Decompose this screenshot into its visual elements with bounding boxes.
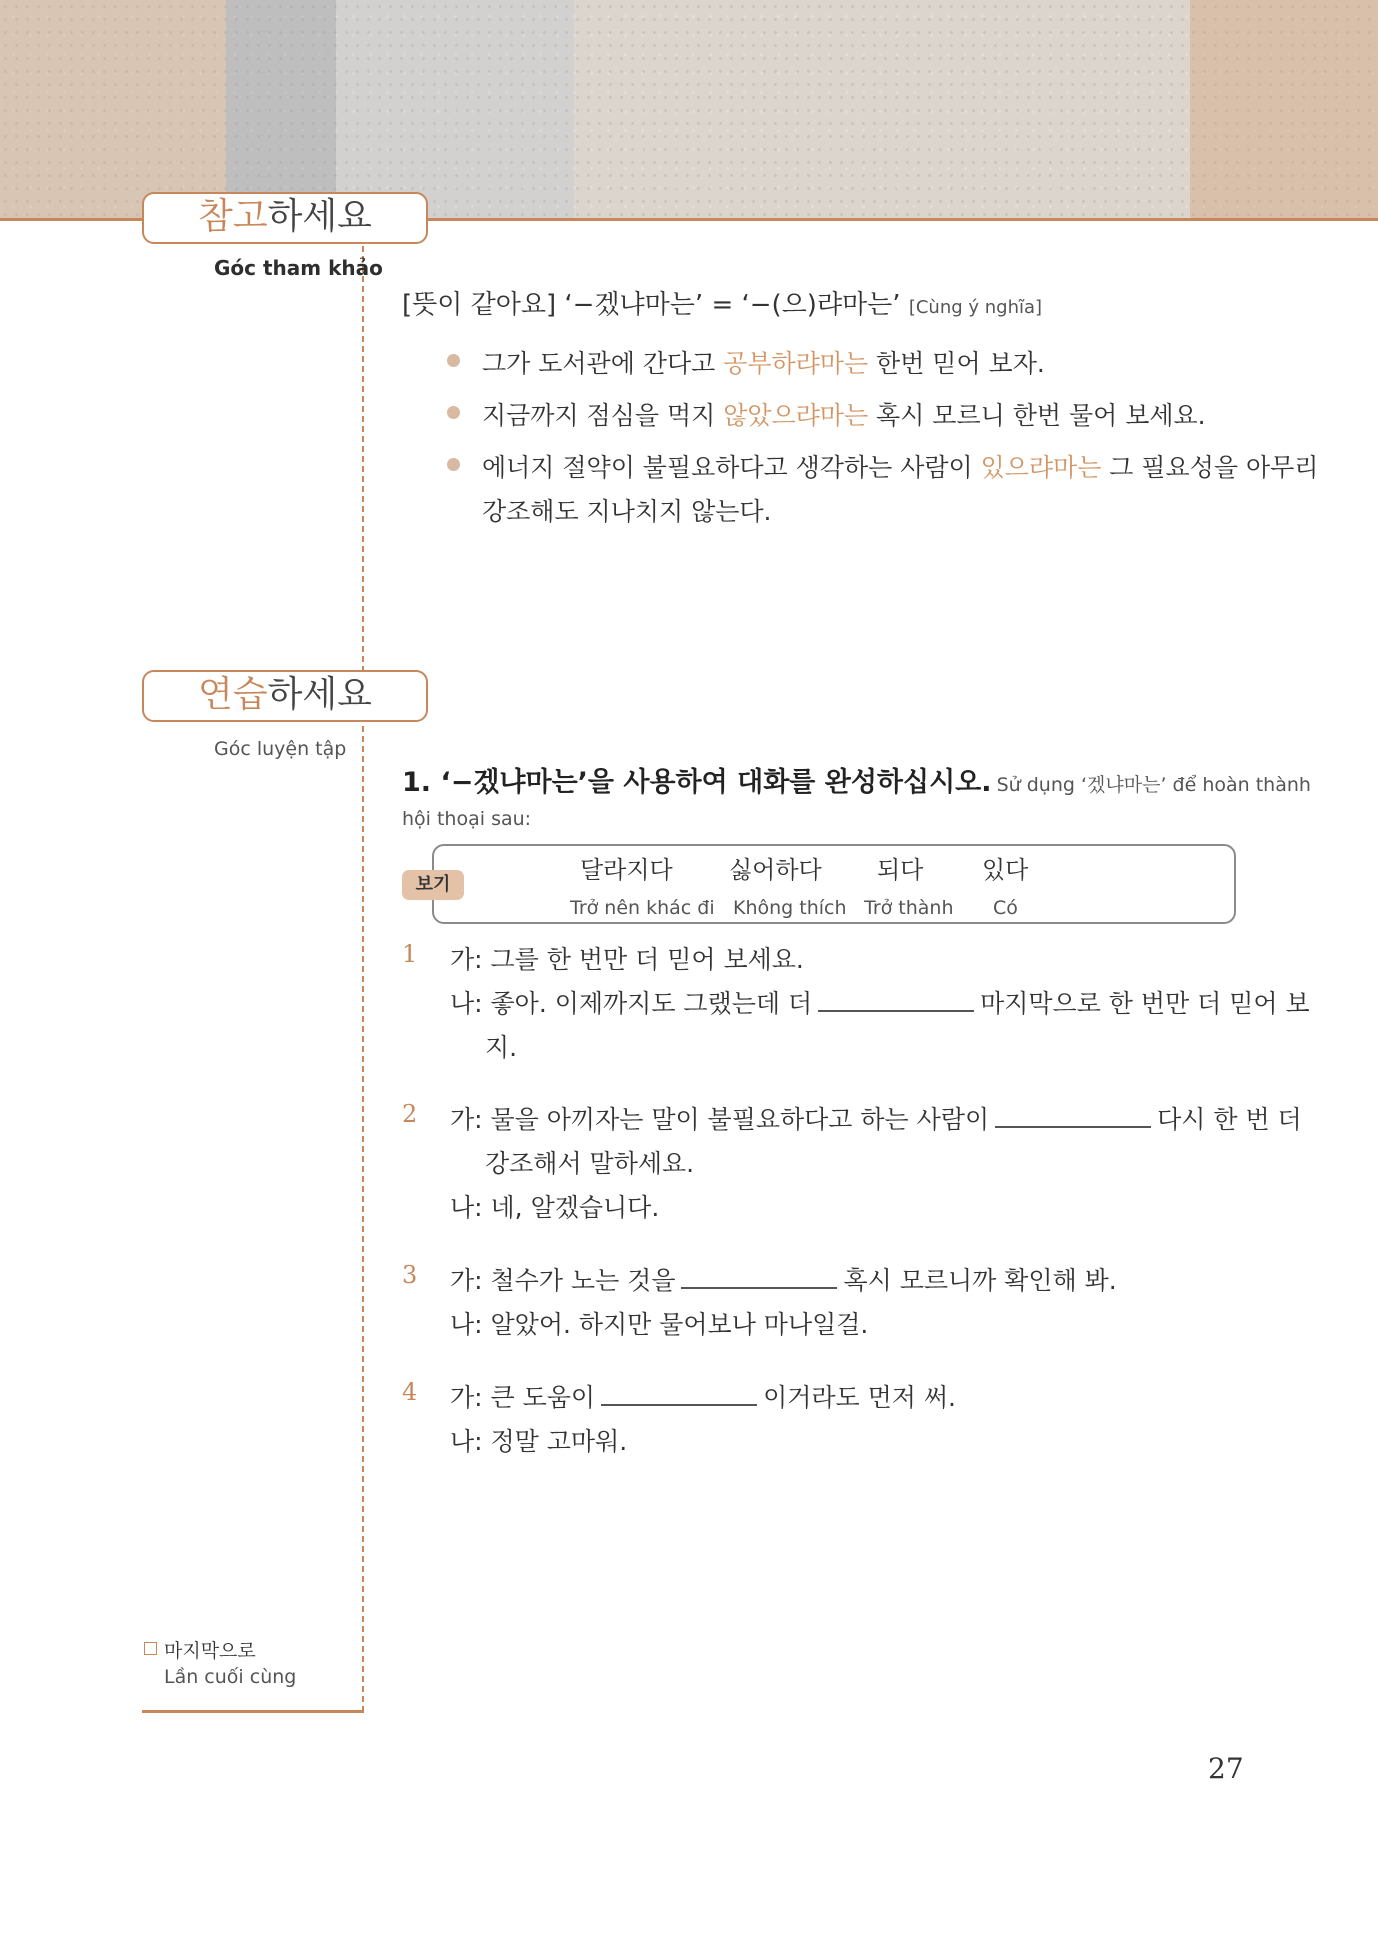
dashed-margin-line	[362, 246, 364, 1712]
answer-blank[interactable]	[601, 1384, 757, 1406]
reference-section-title: 참고하세요	[142, 192, 428, 244]
margin-bottom-rule	[142, 1710, 364, 1713]
dialogue-line: 가: 큰 도움이 이거라도 먼저 써.	[450, 1383, 956, 1412]
example-sentence: 에너지 절약이 불필요하다고 생각하는 사람이 있으랴마는 그 필요성을 아무리	[450, 448, 1318, 484]
example-sentence: 그가 도서관에 간다고 공부하랴마는 한번 믿어 보자.	[450, 344, 1045, 380]
vocab-translation: Lần cuối cùng	[164, 1666, 297, 1688]
vocab-word: 마지막으로	[164, 1640, 256, 1662]
dialogue-line: 나: 알았어. 하지만 물어보나 마나일걸.	[450, 1310, 869, 1339]
reference-subtitle: Góc tham khảo	[214, 256, 383, 280]
dialogue-line: 나: 좋아. 이제까지도 그랬는데 더 마지막으로 한 번만 더 믿어 보	[450, 989, 1310, 1018]
dialogue-line: 가: 철수가 노는 것을 혹시 모르니까 확인해 봐.	[450, 1266, 1117, 1295]
example-word-translation: Trở thành	[864, 897, 954, 919]
reference-header: [뜻이 같아요] ‘−겠냐마는’ = ‘−(으)랴마는’ [Cùng ý nghĩa]	[402, 290, 1043, 320]
question-1-instruction: 1. ‘−겠냐마는’을 사용하여 대화를 완성하십시오. Sử dụng ‘겠냐마는’ để hoàn thành	[402, 767, 1311, 798]
dialogue-line: 나: 네, 알겠습니다.	[450, 1193, 660, 1222]
dialogue-line: 가: 그를 한 번만 더 믿어 보세요.	[450, 945, 804, 974]
dialogue-line-continuation: 강조해서 말하세요.	[485, 1149, 695, 1178]
practice-subtitle: Góc luyện tập	[214, 738, 347, 760]
example-word: 달라지다	[580, 856, 673, 884]
example-sentence-continuation: 강조해도 지나치지 않는다.	[482, 497, 772, 526]
practice-section-title: 연습하세요	[142, 670, 428, 722]
exercise-number: 3	[402, 1261, 418, 1289]
example-word-translation: Trở nên khác đi	[570, 897, 715, 919]
question-1-instruction-cont: hội thoại sau:	[402, 808, 532, 830]
bullet-icon	[447, 406, 460, 419]
example-word: 되다	[877, 856, 924, 884]
example-word: 있다	[982, 856, 1029, 884]
answer-blank[interactable]	[681, 1267, 837, 1289]
page-number: 27	[1208, 1752, 1244, 1785]
answer-blank[interactable]	[995, 1106, 1151, 1128]
bogi-badge: 보기	[402, 870, 464, 900]
dialogue-line: 나: 정말 고마워.	[450, 1427, 628, 1456]
example-word-translation: Không thích	[733, 897, 847, 919]
example-word: 싫어하다	[729, 856, 822, 884]
dialogue-line: 가: 물을 아끼자는 말이 불필요하다고 하는 사람이 다시 한 번 더	[450, 1105, 1302, 1134]
bullet-icon	[447, 354, 460, 367]
exercise-number: 1	[402, 940, 418, 968]
exercise-number: 2	[402, 1100, 418, 1128]
bullet-icon	[447, 458, 460, 471]
example-word-translation: Có	[993, 897, 1018, 919]
exercise-number: 4	[402, 1378, 418, 1406]
checkbox-square-icon	[144, 1642, 157, 1655]
dialogue-line-continuation: 지.	[485, 1033, 518, 1062]
example-sentence: 지금까지 점심을 먹지 않았으랴마는 혹시 모르니 한번 물어 보세요.	[450, 396, 1206, 432]
answer-blank[interactable]	[818, 990, 974, 1012]
header-texture-band	[0, 0, 1378, 220]
